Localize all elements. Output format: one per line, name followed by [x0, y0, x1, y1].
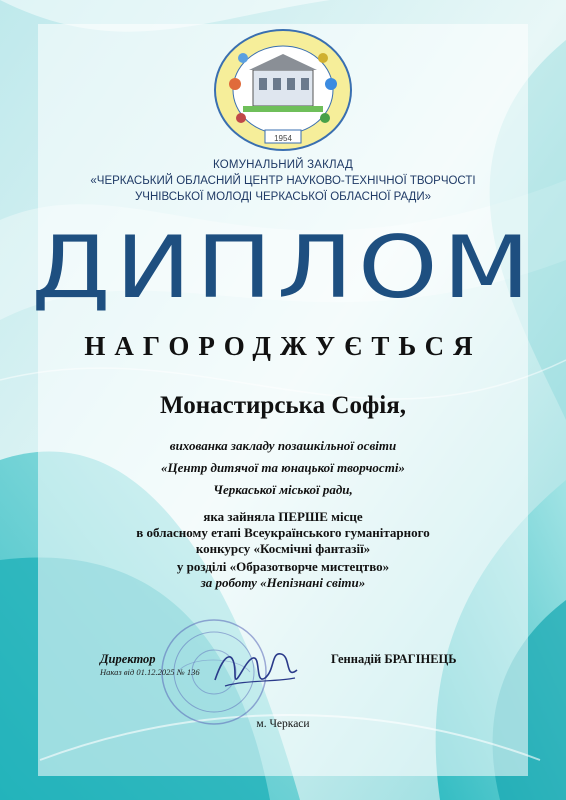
organization-line-2: «ЧЕРКАСЬКИЙ ОБЛАСНИЙ ЦЕНТР НАУКОВО-ТЕХНІЧНОЇ ТВОРЧОСТІ	[90, 175, 476, 187]
awarded-heading: НАГОРОДЖУЄТЬСЯ	[84, 331, 482, 361]
emblem-year: 1954	[274, 134, 292, 143]
achievement-line-4: у розділі «Образотворче мистецтво»	[176, 559, 390, 574]
institution-line-3: Черкаської міської ради,	[213, 482, 353, 497]
city-label: м. Черкаси	[256, 718, 310, 730]
diploma-title: ДИПЛОМ	[31, 218, 535, 318]
order-reference: Наказ від 01.12.2025 № 136	[100, 667, 200, 677]
achievement-line-2: в обласному етапі Всеукраїнського гуманітарного	[136, 525, 430, 540]
achievement-line-1: яка зайняла ПЕРШЕ місце	[203, 509, 363, 524]
director-name: Геннадій БРАГІНЕЦЬ	[331, 652, 457, 666]
handwritten-signature-icon	[205, 640, 305, 700]
institution-line-1: вихованка закладу позашкільної освіти	[169, 438, 397, 453]
organization-line-1: КОМУНАЛЬНИЙ ЗАКЛАД	[212, 159, 354, 171]
recipient-name: Монастирська Софія,	[159, 392, 407, 419]
achievement-line-3: конкурсу «Космічні фантазії»	[195, 541, 371, 556]
director-role: Директор	[100, 652, 156, 666]
achievement-line-5: за роботу «Непізнані світи»	[200, 575, 366, 590]
organization-line-3: УЧНІВСЬКОЇ МОЛОДІ ЧЕРКАСЬКОЇ ОБЛАСНОЇ РАДИ»	[134, 191, 431, 203]
institution-line-2: «Центр дитячої та юнацької творчості»	[161, 460, 405, 475]
